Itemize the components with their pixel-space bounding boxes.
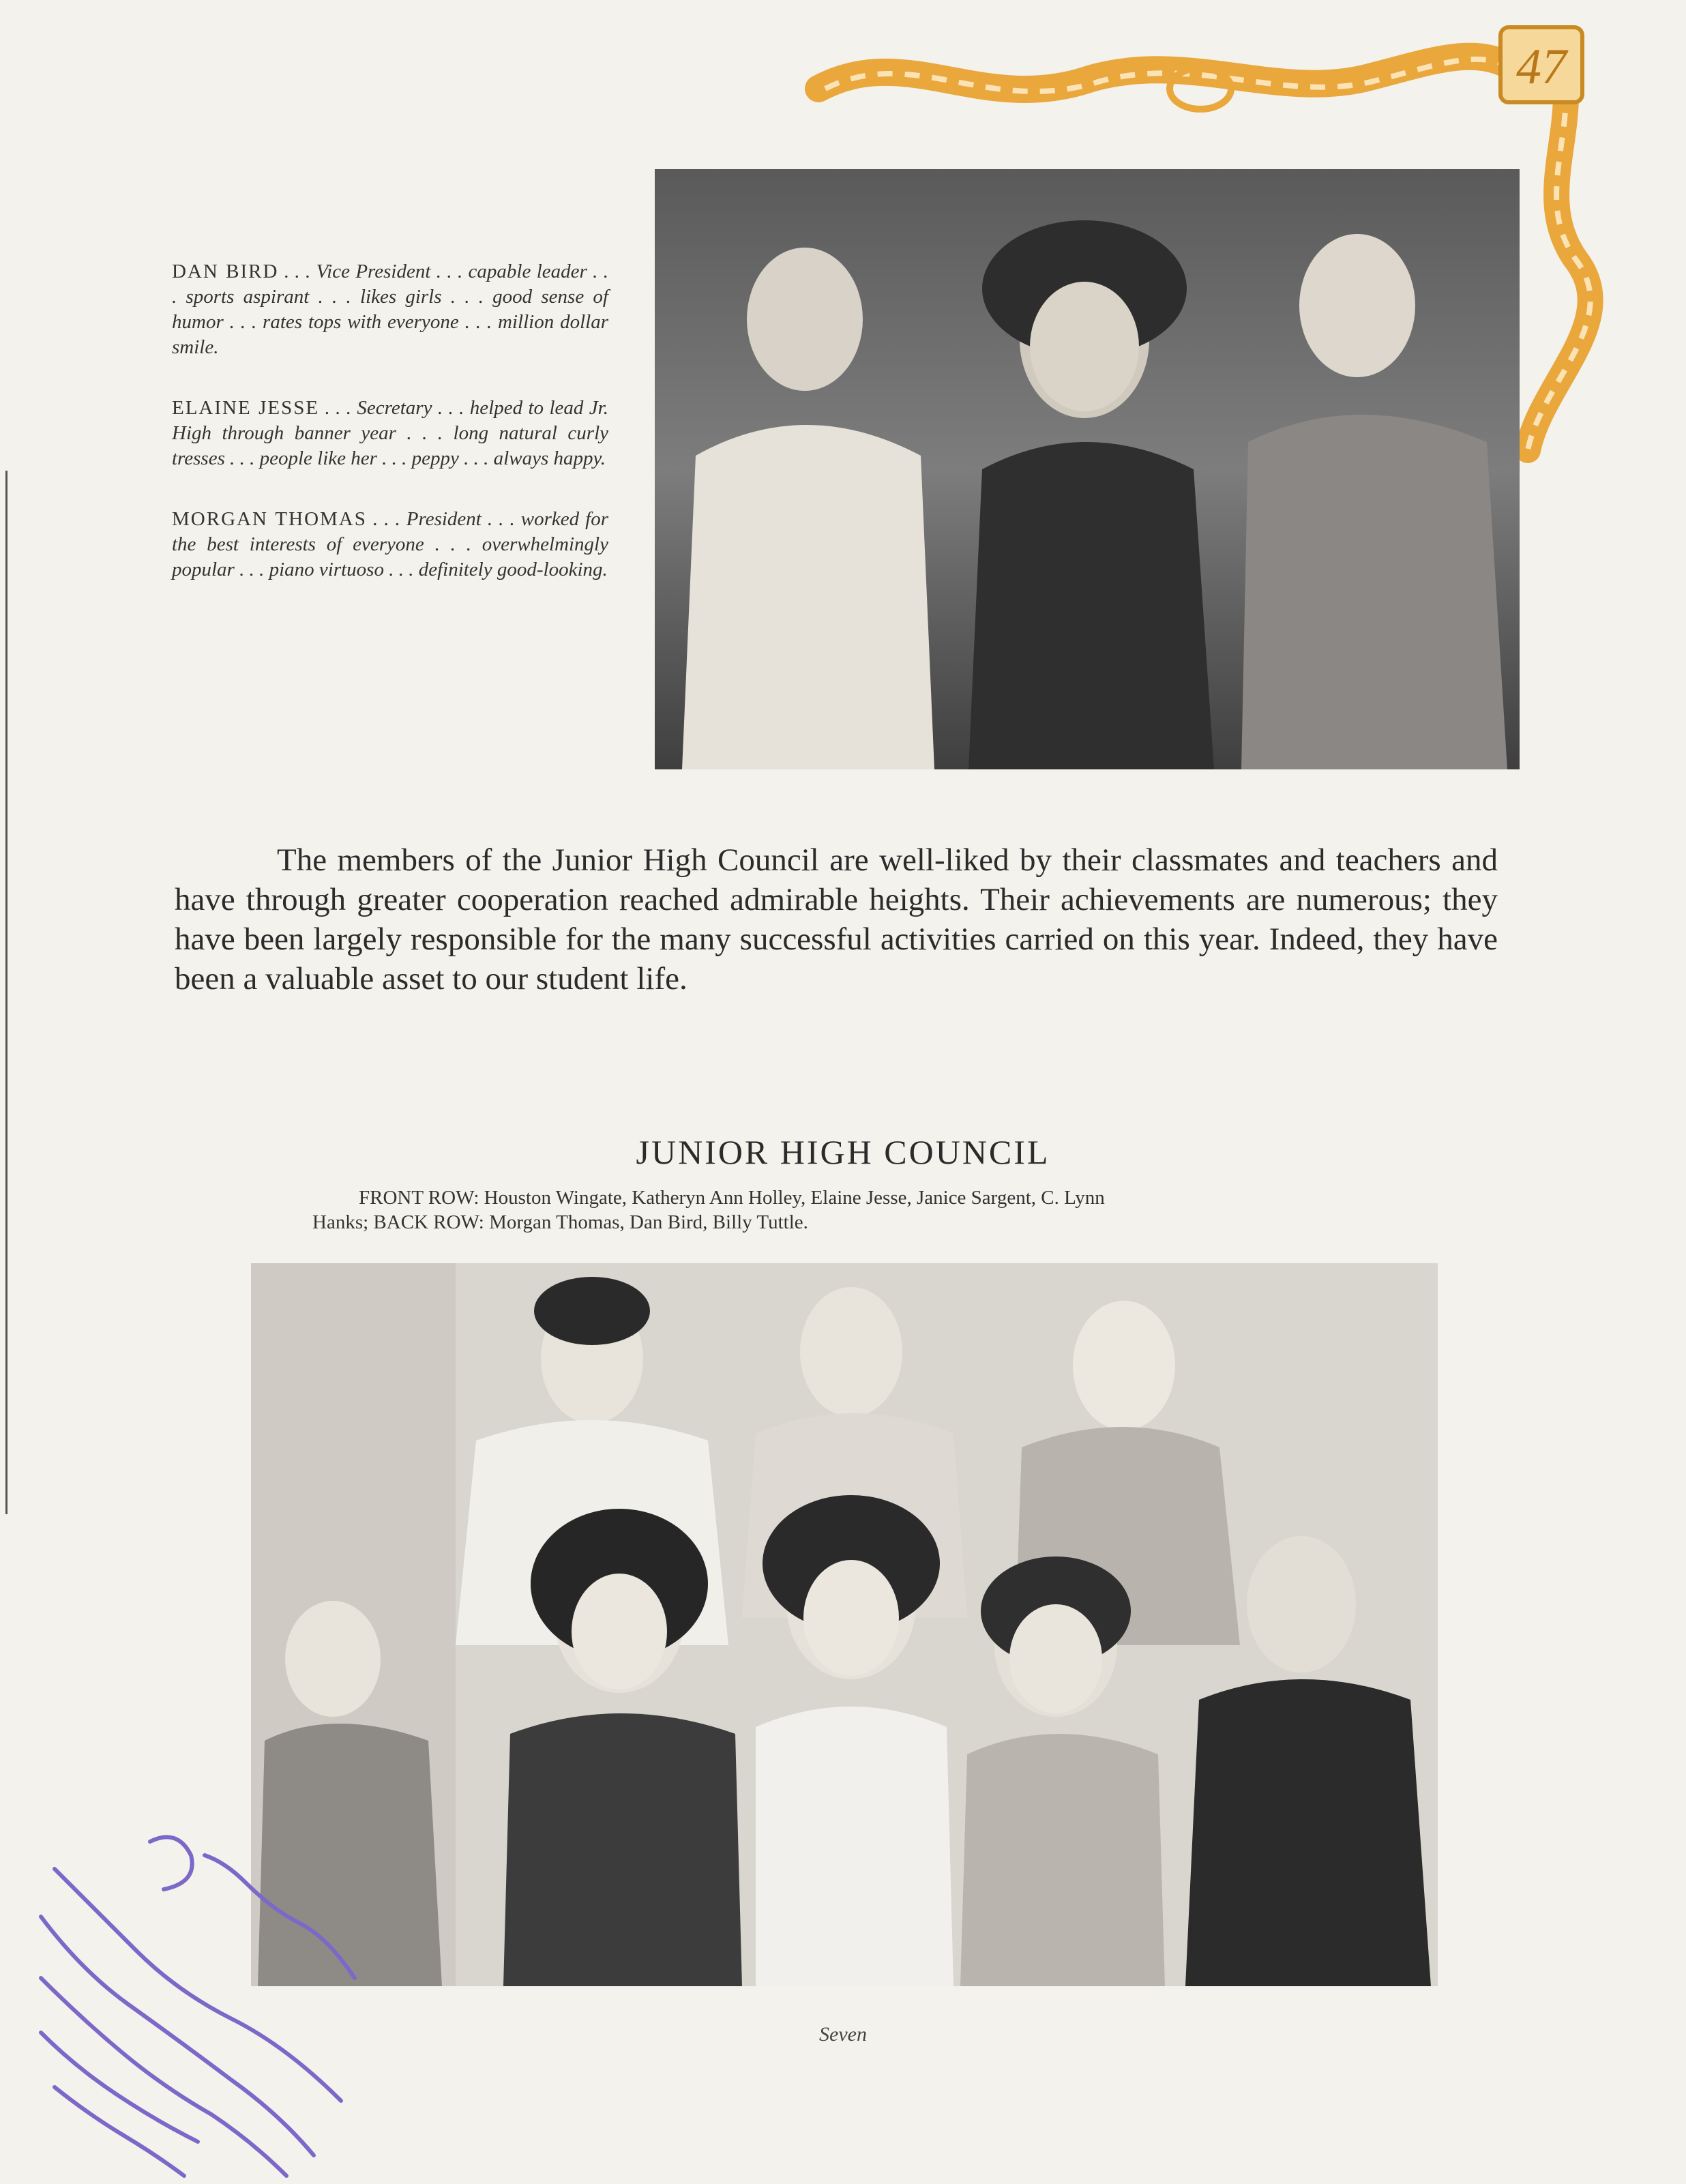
- officer-caption-morgan-thomas: [172, 507, 608, 582]
- officers-photo: [655, 169, 1520, 769]
- section-title: JUNIOR HIGH COUNCIL: [636, 1133, 1050, 1171]
- officer-captions: [172, 259, 608, 618]
- officer-caption-dan-bird: [172, 259, 608, 360]
- page-folio: Seven: [819, 2023, 867, 2046]
- officer-name: DAN BIRD: [172, 261, 279, 282]
- ornament-page-number: 47: [1516, 39, 1567, 95]
- handwritten-note: [14, 1801, 450, 2183]
- officer-description: . . . Secretary . . . helped to lead Jr. High through banner year . . . long natural curly tresses . . . people like her . . . peppy . . . always happy.: [172, 397, 608, 469]
- scan-edge-line: [5, 471, 8, 1514]
- roster-line-front-row: FRONT ROW: Houston Wingate, Katheryn Ann Holley, Elaine Jesse, Janice Sargent, C. Lynn: [359, 1187, 1105, 1209]
- officer-name: ELAINE JESSE: [172, 397, 320, 419]
- roster-line-back-row: Hanks; BACK ROW: Morgan Thomas, Dan Bird, Billy Tuttle.: [312, 1211, 808, 1233]
- officer-description: . . . Vice President . . . capable leader . . . sports aspirant . . . likes girls . . . good sense of humor . . . rates tops with everyone . . . million dollar smile.: [172, 261, 608, 358]
- officer-name: MORGAN THOMAS: [172, 508, 367, 530]
- officer-description: . . . President . . . worked for the best interests of everyone . . . overwhelmingly popular . . . piano virtuoso . . . definitely good-looking.: [172, 508, 608, 580]
- roster-caption: [312, 1185, 1397, 1235]
- intro-text: The members of the Junior High Council are well-liked by their classmates and teachers and have through greater cooperation reached admirable heights. Their achievements are numerous; they have been largely responsible for the many successful activities carried on this year. Indeed, they have been a valuable asset to our student life.: [175, 842, 1498, 997]
- officer-caption-elaine-jesse: [172, 396, 608, 471]
- intro-paragraph: [175, 840, 1498, 999]
